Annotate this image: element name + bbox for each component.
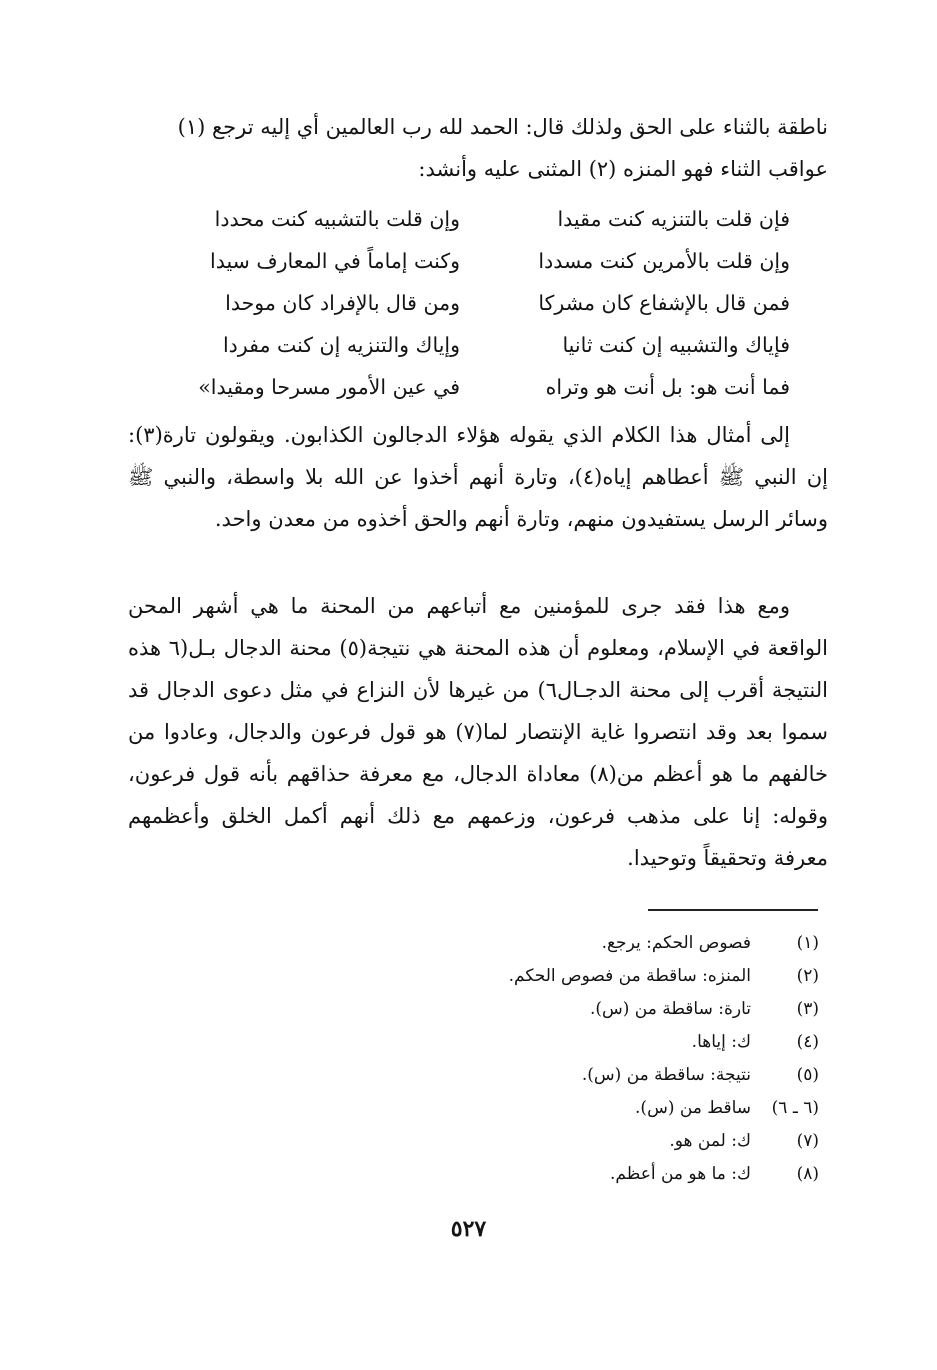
footnote-number: (٥) <box>796 1064 819 1085</box>
paragraph-1: إلى أمثال هذا الكلام الذي يقوله هؤلاء الدجالون الكذابون. ويقولون تارة(٣): إن النبي ﷺ أعطاهم إياه(٤)، وتارة أنهم أخذوا عن الله بلا واسطة، والنبي ﷺ وسائر الرسل يستفيدون منهم، وتارة أنهم والحق أخذوه من معدن واحد. <box>128 423 828 531</box>
footnote-text: ك: ما هو من أعظم. <box>610 1163 751 1184</box>
footnote-number: (٣) <box>796 998 819 1019</box>
footnotes <box>379 926 819 1190</box>
footnote-text: نتيجة: ساقطة من (س). <box>581 1064 751 1085</box>
poem <box>150 198 790 408</box>
footnote <box>379 926 819 959</box>
footnote-text: ك: إياها. <box>691 1031 751 1052</box>
footnote-number: (٦ ـ ٦) <box>771 1097 819 1118</box>
verse-second-hemistich: وكنت إماماً في المعارف سيدا <box>210 249 460 273</box>
verse-first-hemistich: فما أنت هو: بل أنت هو وتراه <box>545 375 790 399</box>
verse-second-hemistich: في عين الأمور مسرحا ومقيدا» <box>198 375 460 399</box>
footnote-text: تارة: ساقطة من (س). <box>589 998 751 1019</box>
footnote-text: ساقط من (س). <box>635 1097 751 1118</box>
footnote <box>379 959 819 992</box>
footnote <box>379 1157 819 1190</box>
footnote-divider <box>648 909 818 911</box>
verse-second-hemistich: وإياك والتنزيه إن كنت مفردا <box>222 333 460 357</box>
footnote-number: (٧) <box>796 1130 819 1151</box>
footnote <box>379 1124 819 1157</box>
verse <box>150 324 790 366</box>
intro-line-2: عواقب الثناء فهو المنزه (٢) المثنى عليه وأنشد: <box>418 157 828 181</box>
verse-first-hemistich: فإن قلت بالتنزيه كنت مقيدا <box>557 207 790 231</box>
footnote-number: (٨) <box>796 1163 819 1184</box>
footnote-number: (٤) <box>796 1031 819 1052</box>
footnote-text: فصوص الحكم: يرجع. <box>601 932 751 953</box>
footnote <box>379 1025 819 1058</box>
verse-second-hemistich: ومن قال بالإفراد كان موحدا <box>225 291 460 315</box>
footnote <box>379 1091 819 1124</box>
verse <box>150 282 790 324</box>
verse-first-hemistich: فمن قال بالإشفاع كان مشركا <box>538 291 790 315</box>
intro-text <box>128 106 828 190</box>
verse <box>150 240 790 282</box>
verse <box>150 366 790 408</box>
footnote <box>379 1058 819 1091</box>
footnote-text: المنزه: ساقطة من فصوص الحكم. <box>508 965 751 986</box>
footnote <box>379 992 819 1025</box>
intro-line-1: ناطقة بالثناء على الحق ولذلك قال: الحمد لله رب العالمين أي إليه ترجع (١) <box>177 115 828 139</box>
verse-first-hemistich: فإياك والتشبيه إن كنت ثانيا <box>562 333 790 357</box>
page-number: ٥٢٧ <box>450 1216 487 1242</box>
verse-second-hemistich: وإن قلت بالتشبيه كنت محددا <box>214 207 460 231</box>
verse <box>150 198 790 240</box>
footnote-text: ك: لمن هو. <box>669 1130 751 1151</box>
verse-first-hemistich: وإن قلت بالأمرين كنت مسددا <box>538 249 790 273</box>
paragraph-2: ومع هذا فقد جرى للمؤمنين مع أتباعهم من المحنة ما هي أشهر المحن الواقعة في الإسلام، ومعلوم أن هذه المحنة هي نتيجة(٥) محنة الدجال بـل(٦ هذه النتيجة أقرب إلى محنة الدجـال٦) من غيرها لأن النزاع في مثل دعوى الدجال قد سموا بعد وقد انتصروا غاية الإنتصار لما(٧) هو قول فرعون والدجال، وعادوا من خالفهم ما هو أعظم من(٨) معاداة الدجال، مع معرفة حذاقهم بأنه قول فرعون، وقوله: إنا على مذهب فرعون، وزعمهم مع ذلك أنهم أكمل الخلق وأعظمهم معرفة وتحقيقاً وتوحيدا. <box>128 594 829 870</box>
footnote-number: (٢) <box>796 965 819 986</box>
footnote-number: (١) <box>796 932 819 953</box>
